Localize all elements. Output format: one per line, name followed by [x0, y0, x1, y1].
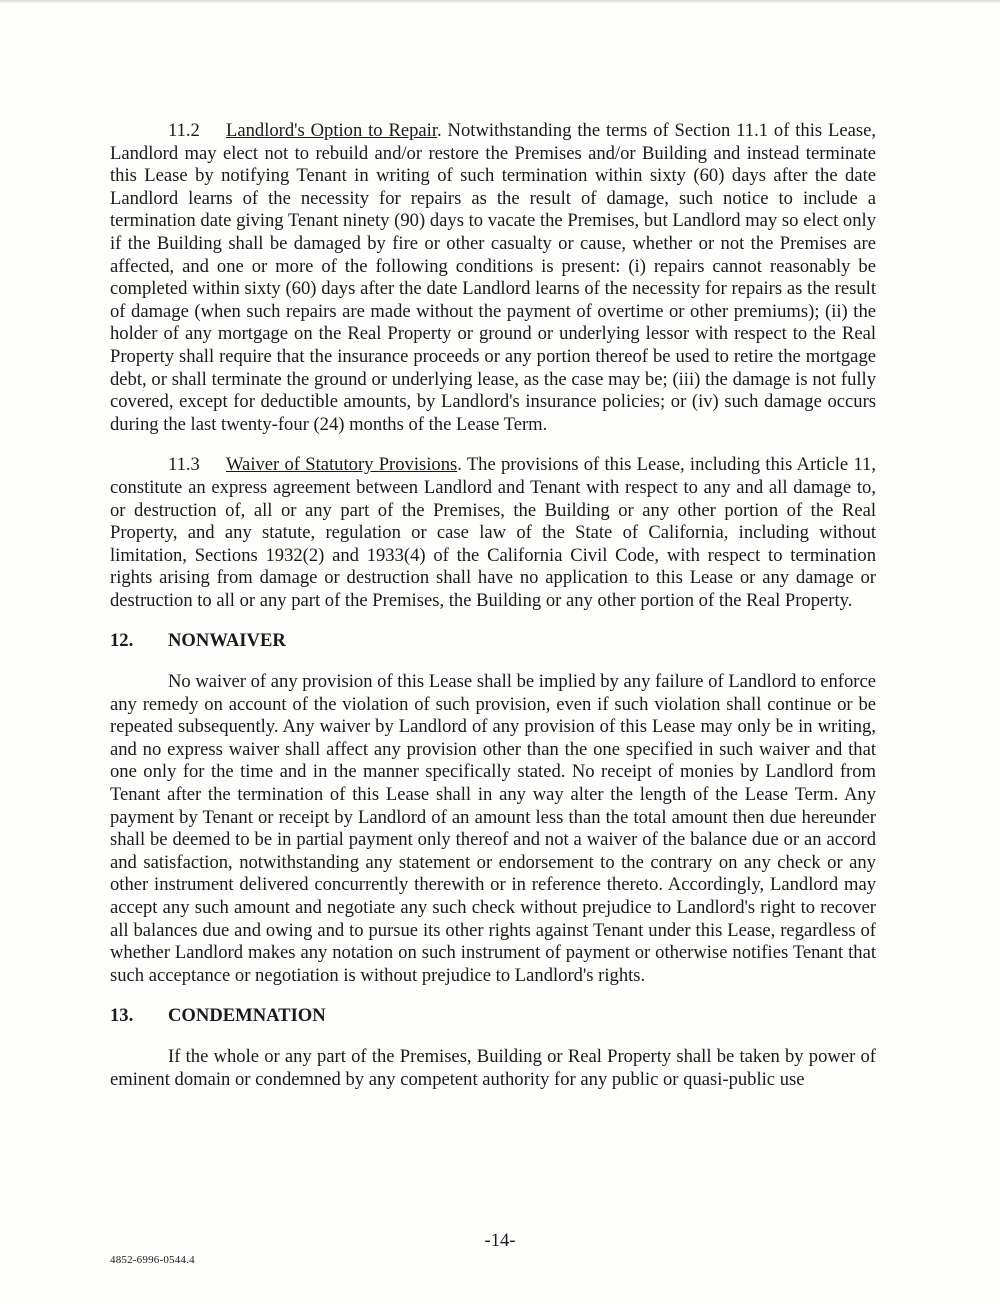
- document-body: [110, 120, 876, 1109]
- section-13-title: CONDEMNATION: [168, 1005, 326, 1027]
- section-13-heading: [110, 1005, 876, 1028]
- section-11-2-heading: Landlord's Option to Repair: [226, 120, 438, 141]
- section-11-3-text: . The provisions of this Lease, including this Article 11, constitute an express agreement between Landlord and Tenant with respect to any and all damage to, or destruction of, all or any part of the Premises, the Building or any other portion of the Real Property, and any statute, regulation or case law of the State of California, including without limitation, Sections 1932(2) and 1933(4) of the California Civil Code, with respect to termination rights arising from damage or destruction shall have no application to this Lease or any damage or destruction to all or any part of the Premises, the Building or any other portion of the Real Property.: [110, 454, 876, 611]
- document-id: 4852-6996-0544.4: [110, 1254, 195, 1266]
- section-12-heading: [110, 630, 876, 653]
- section-11-2-number: 11.2: [168, 120, 200, 141]
- section-11-3-heading: Waiver of Statutory Provisions: [226, 454, 458, 476]
- page-number: -14-: [484, 1230, 516, 1251]
- section-13-number: 13.: [110, 1005, 134, 1027]
- scan-edge: [0, 0, 1000, 4]
- section-12-title: NONWAIVER: [168, 630, 286, 652]
- section-12-number: 12.: [110, 630, 134, 652]
- section-13-paragraph: If the whole or any part of the Premises, Building or Real Property shall be taken by power of eminent domain or condemned by any competent authority for any public or quasi-public use: [110, 1045, 876, 1090]
- section-11-3-number: 11.3: [168, 454, 200, 476]
- section-11-2-paragraph: [110, 120, 876, 436]
- section-11-2-text: . Notwithstanding the terms of Section 11.1 of this Lease, Landlord may elect not to rebuild and/or restore the Premises and/or Building and instead terminate this Lease by notifying Tenant in writing of such termination within sixty (60) days after the date Landlord learns of the necessity for repairs as the result of damage, such notice to include a termination date giving Tenant ninety (90) days to vacate the Premises, but Landlord may so elect only if the Building shall be damaged by fire or other casualty or cause, whether or not the Premises are affected, and one or more of the following conditions is present: (i) repairs cannot reasonably be completed within sixty (60) days after the date Landlord learns of the necessity for repairs as the result of damage (when such repairs are made without the payment of overtime or other premiums); (ii) the holder of any mortgage on the Real Property or ground or underlying lessor with respect to the Real Property shall require that the insurance proceeds or any portion thereof be used to retire the mortgage debt, or shall terminate the ground or underlying lease, as the case may be; (iii) the damage is not fully covered, except for deductible amounts, by Landlord's insurance policies; or (iv) such damage occurs during the last twenty-four (24) months of the Lease Term.: [110, 120, 876, 435]
- section-12-paragraph: No waiver of any provision of this Lease shall be implied by any failure of Landlord to enforce any remedy on account of the violation of such provision, even if such violation shall continue or be repeated subsequently. Any waiver by Landlord of any provision of this Lease may only be in writing, and no express waiver shall affect any provision other than the one specified in such waiver and that one only for the time and in the manner specifically stated. No receipt of monies by Landlord from Tenant after the termination of this Lease shall in any way alter the length of the Lease Term. Any payment by Tenant or receipt by Landlord of an amount less than the total amount then due hereunder shall be deemed to be in partial payment only thereof and not a waiver of the balance due or an accord and satisfaction, notwithstanding any statement or endorsement to the contrary on any check or any other instrument delivered concurrently therewith or in reference thereto. Accordingly, Landlord may accept any such amount and negotiate any such check without prejudice to Landlord's right to recover all balances due and owing and to pursue its other rights against Tenant under this Lease, regardless of whether Landlord makes any notation on such instrument of payment or otherwise notifies Tenant that such acceptance or negotiation is without prejudice to Landlord's rights.: [110, 671, 876, 986]
- section-11-3-paragraph: [110, 454, 876, 612]
